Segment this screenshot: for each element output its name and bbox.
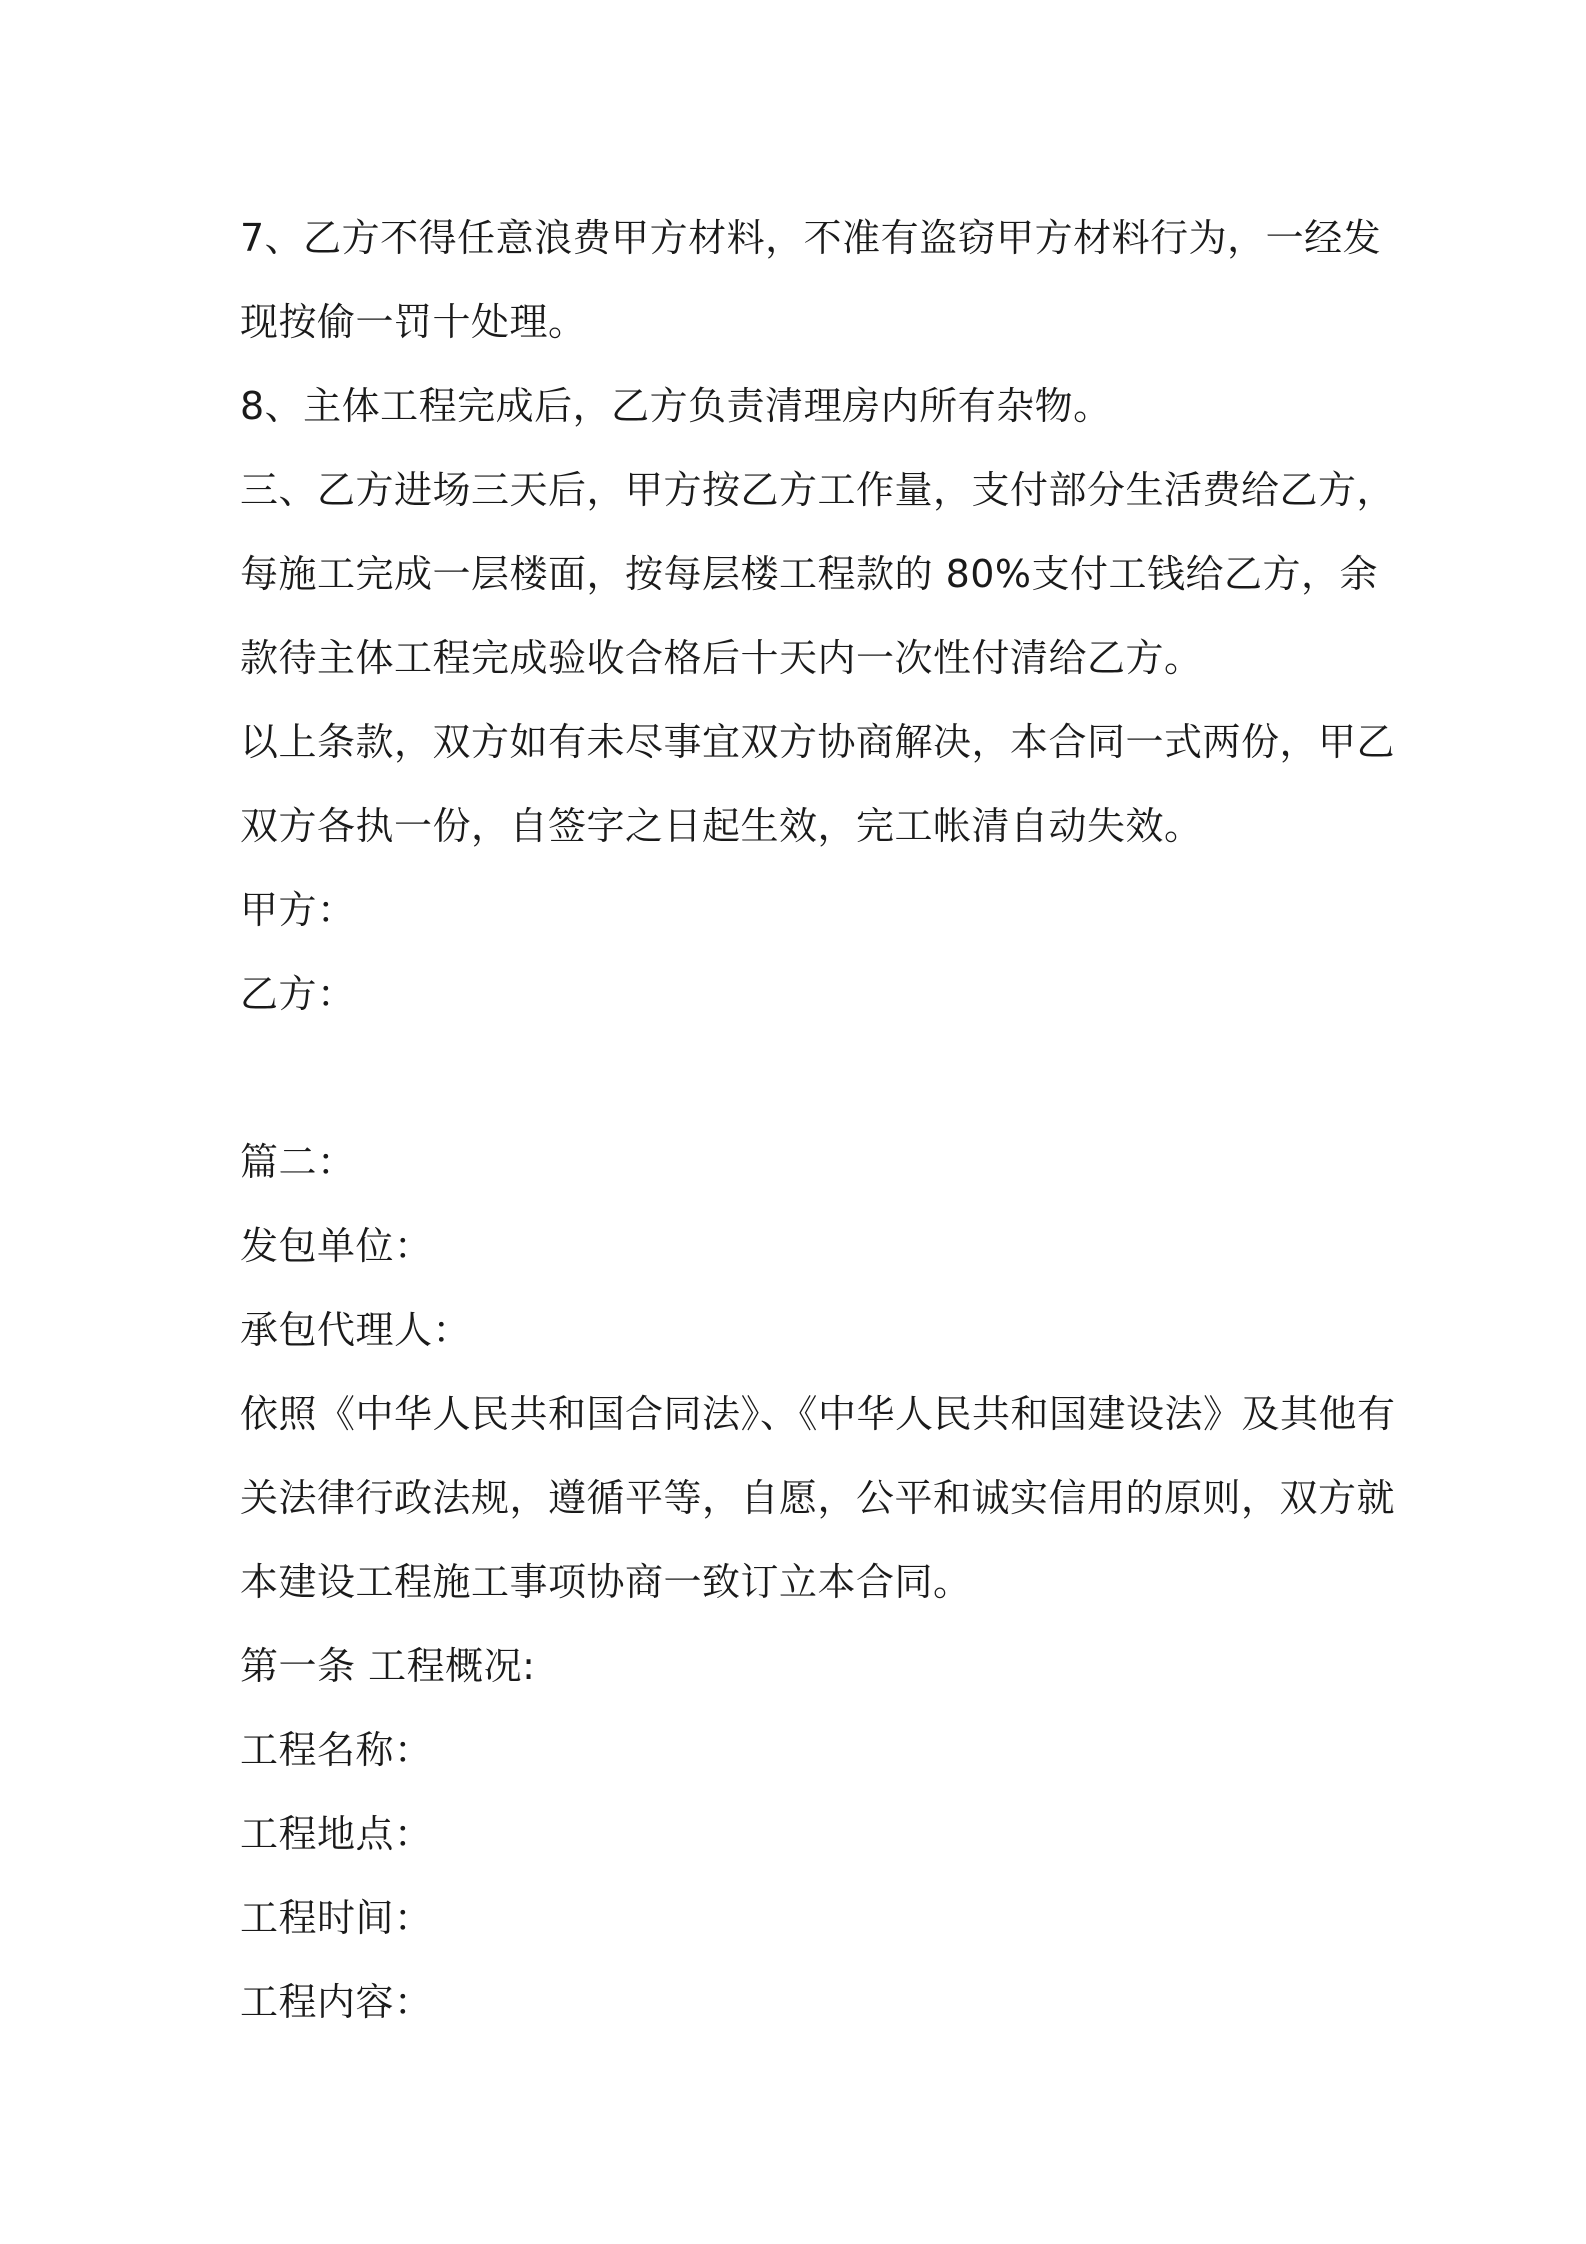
document-body bbox=[240, 196, 1396, 2044]
blank-line bbox=[240, 1036, 1370, 1120]
preamble-line-1: 依照《中华人民共和国合同法》、《中华人民共和国建设法》及其他有 bbox=[240, 1392, 1396, 1436]
part-two-heading: 篇二： bbox=[240, 1140, 356, 1184]
preamble-line-3: 本建设工程施工事项协商一致订立本合同。 bbox=[240, 1560, 972, 1604]
section-3-line-2: 每施工完成一层楼面，按每层楼工程款的 80%支付工钱给乙方，余 bbox=[240, 552, 1379, 596]
terms-line-2: 双方各执一份，自签字之日起生效，完工帐清自动失效。 bbox=[240, 804, 1203, 848]
party-a-signature: 甲方： bbox=[240, 888, 356, 932]
preamble-line-2: 关法律行政法规，遵循平等，自愿，公平和诚实信用的原则，双方就 bbox=[240, 1476, 1396, 1520]
article-1-heading: 第一条 工程概况: bbox=[240, 1644, 536, 1688]
project-name-field: 工程名称： bbox=[240, 1728, 433, 1772]
section-3-line-1: 三、乙方进场三天后，甲方按乙方工作量，支付部分生活费给乙方， bbox=[240, 468, 1396, 512]
party-b-signature: 乙方： bbox=[240, 972, 356, 1016]
employer-field: 发包单位： bbox=[240, 1224, 433, 1268]
project-time-field: 工程时间： bbox=[240, 1896, 433, 1940]
terms-line-1: 以上条款，双方如有未尽事宜双方协商解决，本合同一式两份，甲乙 bbox=[240, 720, 1396, 764]
section-3-line-3: 款待主体工程完成验收合格后十天内一次性付清给乙方。 bbox=[240, 636, 1203, 680]
clause-8: 8、主体工程完成后，乙方负责清理房内所有杂物。 bbox=[240, 384, 1112, 428]
clause-7-line-2: 现按偷一罚十处理。 bbox=[240, 300, 587, 344]
project-location-field: 工程地点： bbox=[240, 1812, 433, 1856]
clause-7-line-1: 7、乙方不得任意浪费甲方材料，不准有盗窃甲方材料行为，一经发 bbox=[240, 216, 1382, 260]
project-content-field: 工程内容： bbox=[240, 1980, 433, 2024]
contractor-agent-field: 承包代理人： bbox=[240, 1308, 472, 1352]
